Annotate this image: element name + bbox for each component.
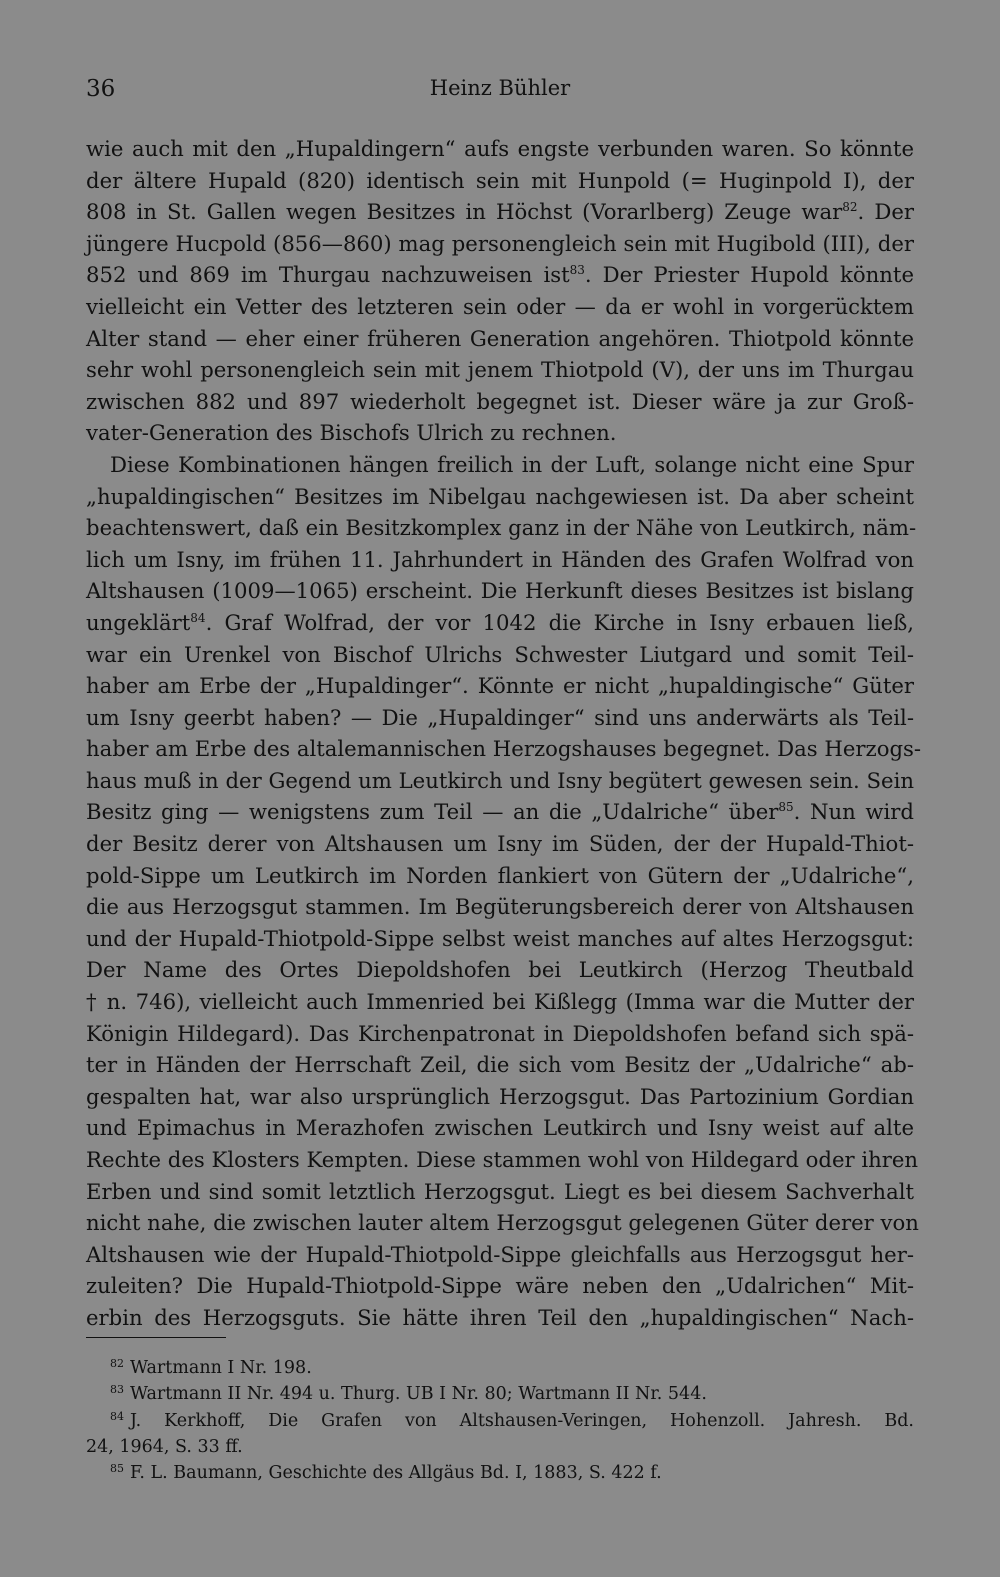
footnotes (86, 1355, 914, 1486)
footnote-reference: 82 (842, 200, 858, 215)
footnote-line (86, 1434, 914, 1460)
text-line (86, 1176, 914, 1208)
text-line (86, 607, 914, 639)
text-line (86, 1049, 914, 1081)
text-line-segment: war ein Urenkel von Bischof Ulrichs Schwester Liutgard und somit Teil- (86, 641, 914, 667)
text-line-segment: 808 in St. Gallen wegen Besitzes in Höchst (Vorarlberg) Zeuge war (86, 199, 843, 225)
text-line-segment: ungeklärt (86, 609, 191, 635)
text-line (86, 1207, 919, 1239)
footnote-number: 85 (110, 1462, 124, 1476)
text-line-segment: erbin des Herzogsguts. Sie hätte ihren Teil den „hupaldingischen“ Nach- (86, 1304, 914, 1330)
text-line (86, 575, 914, 607)
text-line (86, 954, 914, 986)
text-line-segment: gespalten hat, war also ursprünglich Herzogsgut. Das Partozinium Gordian (86, 1083, 914, 1109)
text-line (86, 323, 914, 355)
text-line (86, 259, 914, 291)
text-line (86, 639, 914, 671)
text-line-segment: vielleicht ein Vetter des letzteren sein oder — da er wohl in vorgerücktem (86, 293, 914, 319)
text-line-segment: jüngere Hucpold (856—860) mag personengleich sein mit Hugibold (III), der (86, 230, 914, 256)
text-line-segment: haber am Erbe des altalemannischen Herzogshauses begegnet. Das Herzogs- (86, 736, 922, 762)
text-line-segment: vater-Generation des Bischofs Ulrich zu rechnen. (86, 420, 617, 446)
text-line-segment: . Der (857, 199, 914, 225)
footnote-text: Wartmann II Nr. 494 u. Thurg. UB I Nr. 80; Wartmann II Nr. 544. (130, 1384, 707, 1405)
text-line (86, 828, 914, 860)
text-line (86, 512, 917, 544)
text-line-segment: der Besitz derer von Altshausen um Isny im Süden, der der Hupald-Thiot- (86, 831, 914, 857)
text-line-segment: zwischen 882 und 897 wiederholt begegnet ist. Dieser wäre ja zur Groß- (86, 388, 914, 414)
text-line-segment: beachtenswert, daß ein Besitzkomplex ganz in der Nähe von Leutkirch, näm- (86, 515, 917, 541)
footnote-line (86, 1355, 914, 1381)
footnote-number: 83 (110, 1383, 124, 1397)
footnote-number: 84 (110, 1409, 124, 1423)
text-line-segment: † n. 746), vielleicht auch Immenried bei Kißlegg (Imma war die Mutter der (86, 989, 914, 1015)
text-line (86, 765, 914, 797)
text-line (86, 1081, 914, 1113)
text-line-segment: um Isny geerbt haben? — Die „Hupaldinger“ sind uns anderwärts als Teil- (86, 704, 914, 730)
footnote-number: 82 (110, 1357, 124, 1370)
text-line-segment: pold-Sippe um Leutkirch im Norden flankiert von Gütern der „Udalriche“, (86, 862, 914, 888)
text-line (86, 165, 914, 197)
text-line-segment: Erben und sind somit letztlich Herzogsgut. Liegt es bei diesem Sachverhalt (86, 1178, 914, 1204)
text-line-segment: Diese Kombinationen hängen freilich in der Luft, solange nicht eine Spur (110, 451, 914, 477)
text-line (86, 449, 914, 481)
text-line (86, 923, 914, 955)
text-line (86, 354, 914, 386)
footnote-reference: 85 (778, 800, 794, 815)
text-line-segment: 852 und 869 im Thurgau nachzuweisen ist (86, 262, 570, 288)
text-line (86, 481, 914, 513)
text-line-segment: Königin Hildegard). Das Kirchenpatronat in Diepoldshofen befand sich spä- (86, 1020, 914, 1046)
text-line-segment: lich um Isny, im frühen 11. Jahrhundert in Händen des Grafen Wolfrad von (86, 546, 914, 572)
text-line (86, 1018, 914, 1050)
text-line-segment: . Der Priester Hupold könnte (584, 262, 914, 288)
text-line (86, 133, 914, 165)
footnote-line (86, 1408, 914, 1434)
text-line-segment: der ältere Hupald (820) identisch sein mit Hunpold (= Huginpold I), der (86, 167, 914, 193)
text-line (86, 1239, 914, 1271)
text-line (86, 196, 914, 228)
text-line-segment: Alter stand — eher einer früheren Generation angehören. Thiotpold könnte (86, 325, 914, 351)
text-line-segment: Der Name des Ortes Diepoldshofen bei Leutkirch (Herzog Theutbald (86, 957, 914, 983)
running-head: Heinz Bühler (429, 76, 571, 100)
text-line (86, 891, 914, 923)
text-line-segment: . Graf Wolfrad, der vor 1042 die Kirche in Isny erbauen ließ, (205, 609, 914, 635)
text-line-segment: sehr wohl personengleich sein mit jenem Thiotpold (V), der uns im Thurgau (86, 357, 914, 383)
text-line-segment: zuleiten? Die Hupald-Thiotpold-Sippe wäre neben den „Udalrichen“ Mit- (86, 1273, 914, 1299)
text-line (86, 860, 914, 892)
footnote-line (86, 1460, 914, 1486)
text-line-segment: haber am Erbe der „Hupaldinger“. Könnte er nicht „hupaldingische“ Güter (86, 673, 914, 699)
footnote-reference: 83 (569, 263, 585, 278)
text-line (86, 1270, 914, 1302)
text-line-segment: nicht nahe, die zwischen lauter altem Herzogsgut gelegenen Güter derer von (86, 1210, 919, 1236)
footnote-reference: 84 (190, 610, 206, 625)
page-number: 36 (86, 76, 116, 102)
text-line-segment: Altshausen wie der Hupald-Thiotpold-Sippe gleichfalls aus Herzogsgut her- (86, 1241, 914, 1267)
text-line-segment: wie auch mit den „Hupaldingern“ aufs engste verbunden waren. So könnte (86, 136, 914, 161)
text-line-segment: haus muß in der Gegend um Leutkirch und Isny begütert gewesen sein. Sein (86, 767, 914, 793)
text-line (86, 1112, 914, 1144)
text-line (86, 733, 922, 765)
text-line (86, 796, 914, 828)
text-line-segment: Altshausen (1009—1065) erscheint. Die Herkunft dieses Besitzes ist bislang (86, 578, 914, 604)
text-line (86, 544, 914, 576)
text-line-segment: und der Hupald-Thiotpold-Sippe selbst weist manches auf altes Herzogsgut: (86, 925, 914, 951)
text-line (86, 228, 914, 260)
text-line (86, 417, 914, 449)
text-line-segment: Besitz ging — wenigstens zum Teil — an die „Udalriche“ über (86, 799, 779, 825)
text-line (86, 386, 914, 418)
footnote-divider (86, 1337, 226, 1338)
text-line (86, 1302, 914, 1334)
text-line (86, 986, 914, 1018)
footnote-text: J. Kerkhoff, Die Grafen von Altshausen-Veringen, Hohenzoll. Jahresh. Bd. (130, 1410, 914, 1431)
text-line-segment: ter in Händen der Herrschaft Zeil, die sich vom Besitz der „Udalriche“ ab- (86, 1052, 914, 1078)
footnote-line (86, 1381, 914, 1407)
body-text (86, 133, 922, 1334)
text-line-segment: „hupaldingischen“ Besitzes im Nibelgau nachgewiesen ist. Da aber scheint (86, 483, 914, 509)
footnote-text: F. L. Baumann, Geschichte des Allgäus Bd. I, 1883, S. 422 f. (130, 1463, 662, 1484)
text-line-segment: . Nun wird (793, 799, 914, 825)
text-line (86, 1144, 919, 1176)
text-line (86, 702, 914, 734)
text-line-segment: und Epimachus in Merazhofen zwischen Leutkirch und Isny weist auf alte (86, 1115, 914, 1141)
text-line-segment: Rechte des Klosters Kempten. Diese stammen wohl von Hildegard oder ihren (86, 1147, 919, 1172)
footnote-text: 24, 1964, S. 33 ff. (86, 1436, 243, 1457)
text-line (86, 291, 914, 323)
text-line (86, 670, 914, 702)
footnote-text: Wartmann I Nr. 198. (130, 1358, 312, 1378)
page-header (86, 76, 914, 112)
text-line-segment: die aus Herzogsgut stammen. Im Begüterungsbereich derer von Altshausen (86, 894, 914, 920)
